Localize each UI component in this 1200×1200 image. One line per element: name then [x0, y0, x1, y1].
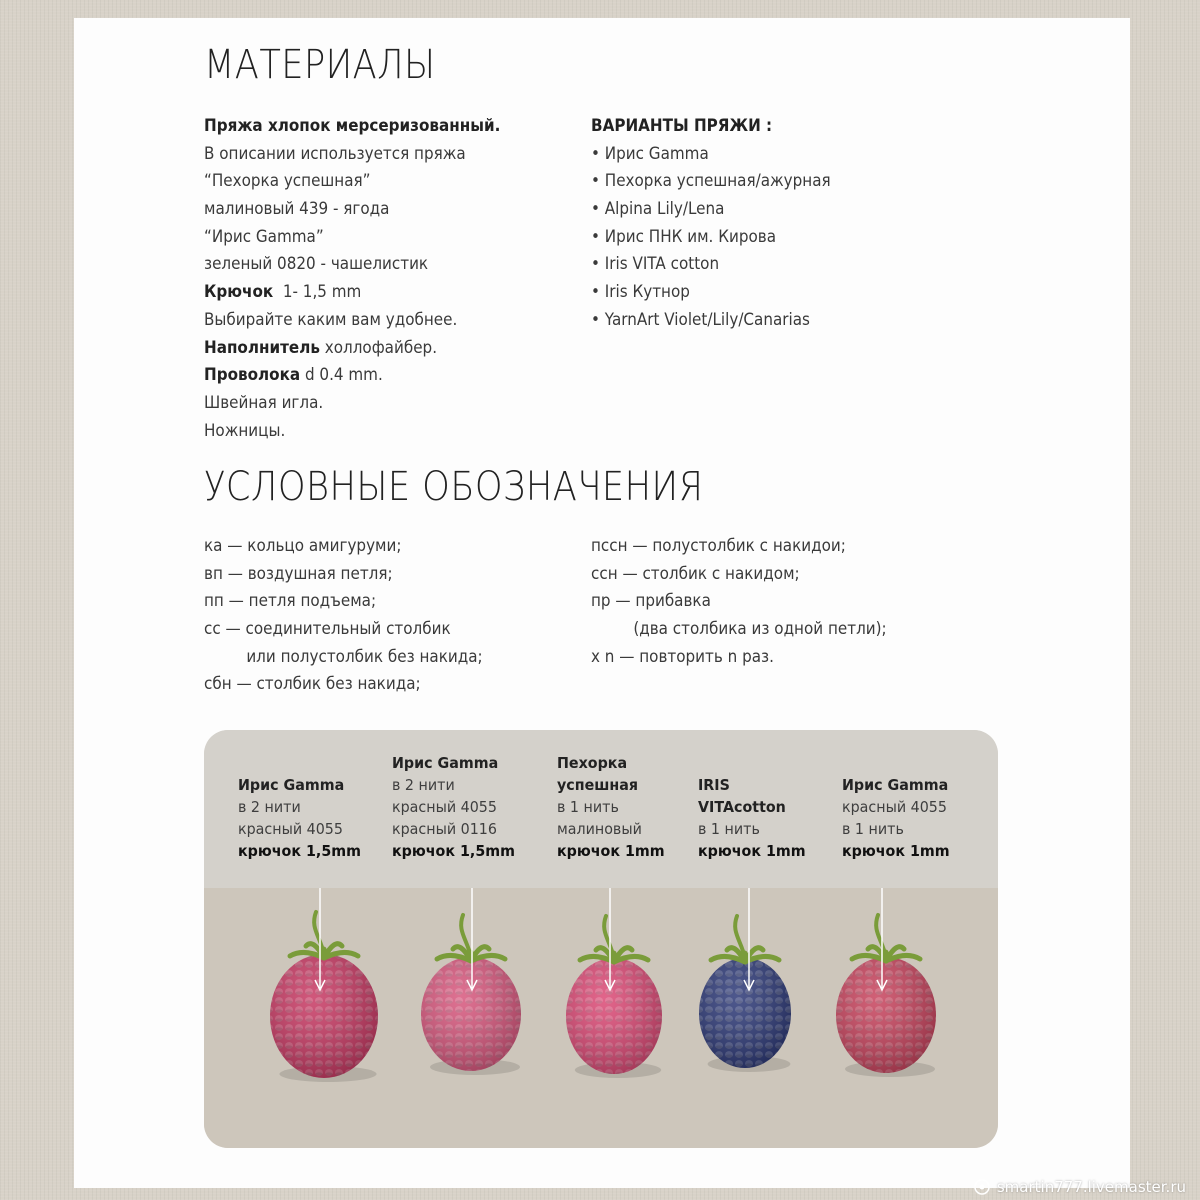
berry-caption-line: в 1 нить: [557, 798, 619, 816]
raspberries-photo: [204, 888, 998, 1148]
legend-left-list: [204, 532, 483, 698]
berry-caption-line: Пехорка: [557, 754, 628, 772]
berry-hook-size: крючок 1mm: [557, 842, 665, 860]
berry-caption-line: в 1 нить: [842, 820, 904, 838]
yarn-variant-item: • Пехорка успешная/ажурная: [591, 171, 831, 191]
legend-item: сс — соединительный столбик: [204, 619, 451, 639]
yarn-variant-item: • Iris Кутнор: [591, 282, 690, 302]
berry-shading: [566, 958, 662, 1074]
legend-heading: УСЛОВНЫЕ ОБОЗНАЧЕНИЯ: [204, 464, 704, 510]
materials-item-label: Пряжа хлопок мерсеризованный.: [204, 116, 501, 135]
berry-caption-line: VITAcotton: [698, 798, 786, 816]
materials-item-text: холлофайбер.: [319, 337, 438, 357]
berry-caption: [842, 774, 950, 862]
legend-item: сбн — столбик без накида;: [204, 674, 421, 694]
berry-caption-line: успешная: [557, 776, 639, 794]
berry-caption-line: красный 0116: [392, 820, 497, 838]
materials-item-label: Крючок: [204, 282, 274, 302]
berry-caption: [698, 774, 806, 862]
yarn-variant-item: • Ирис ПНК им. Кирова: [591, 226, 777, 246]
materials-item-text: Ножницы.: [204, 420, 286, 440]
berry-shading: [699, 958, 791, 1068]
materials-item-text: d 0.4 mm.: [300, 365, 383, 385]
materials-item: [204, 278, 500, 306]
legend-item: вп — воздушная петля;: [204, 563, 393, 583]
materials-item: [204, 140, 500, 168]
berry-shading: [270, 954, 378, 1078]
legend-right-list: [591, 532, 887, 670]
yarn-variant-item: • Alpina Lily/Lena: [591, 199, 725, 219]
materials-item-text: зеленый 0820 - чашелистик: [204, 254, 429, 274]
berry-caption-line: в 1 нить: [698, 820, 760, 838]
materials-item-text: Выбирайте каким вам удобнее.: [204, 309, 458, 329]
materials-item-text: “Пехорка успешная”: [204, 171, 371, 191]
berry-caption-line: Ирис Gamma: [392, 754, 499, 772]
berry-hook-size: крючок 1,5mm: [392, 842, 515, 860]
berry-caption-line: IRIS: [698, 776, 730, 794]
comparison-captions: [204, 730, 998, 888]
legend-item: x n — повторить n раз.: [591, 646, 774, 666]
materials-item-label: Наполнитель: [204, 337, 320, 357]
materials-item: [204, 223, 500, 251]
materials-item: [204, 112, 500, 140]
berry-caption-line: красный 4055: [392, 798, 497, 816]
berry-shading: [421, 957, 521, 1071]
berry-hook-size: крючок 1mm: [698, 842, 806, 860]
legend-item: пссн — полустолбик с накидои;: [591, 536, 846, 555]
flower-logo-icon: [973, 1178, 991, 1196]
legend-item: ссн — столбик с накидом;: [591, 563, 800, 583]
yarn-variants-list: [591, 112, 831, 334]
materials-item: [204, 334, 500, 362]
watermark-text: smartin777.livemaster.ru: [996, 1178, 1186, 1196]
materials-heading: МАТЕРИАЛЫ: [204, 42, 436, 88]
yarn-comparison-panel: [204, 730, 998, 1148]
berry-shading: [836, 957, 936, 1073]
yarn-variant-item: • YarnArt Violet/Lily/Canarias: [591, 309, 810, 329]
berry-hook-size: крючок 1mm: [842, 842, 950, 860]
materials-item-text: 1- 1,5 mm: [273, 282, 362, 302]
materials-item: [204, 389, 500, 417]
materials-item: [204, 195, 500, 223]
berry-caption: [392, 752, 515, 862]
berry-caption-line: в 2 нити: [238, 798, 301, 816]
materials-item: [204, 361, 500, 389]
materials-item-label: Проволока: [204, 365, 301, 385]
berry-caption-line: малиновый: [557, 820, 642, 838]
legend-item: пр — прибавка: [591, 591, 711, 611]
berry-caption-line: красный 4055: [842, 798, 947, 816]
legend-item: или полустолбик без накида;: [246, 646, 483, 666]
legend-item: ка — кольцо амигуруми;: [204, 536, 402, 555]
berry-caption-line: Ирис Gamma: [238, 776, 345, 794]
berry-caption-line: в 2 нити: [392, 776, 455, 794]
yarn-variants-title: ВАРИАНТЫ ПРЯЖИ :: [591, 116, 773, 135]
berry-caption: [557, 752, 665, 862]
materials-item: [204, 167, 500, 195]
materials-item: [204, 417, 500, 445]
berry-caption: [238, 774, 361, 862]
materials-item-text: В описании используется пряжа: [204, 143, 466, 163]
pattern-page: [74, 18, 1130, 1188]
berry-caption-line: красный 4055: [238, 820, 343, 838]
materials-item: [204, 250, 500, 278]
yarn-variant-item: • Iris VITA cotton: [591, 254, 720, 274]
legend-item: (два столбика из одной петли);: [633, 619, 887, 639]
materials-item-text: “Ирис Gamma”: [204, 226, 324, 246]
materials-list: [204, 112, 500, 444]
materials-item: [204, 306, 500, 334]
watermark: [973, 1178, 1186, 1196]
materials-item-text: малиновый 439 - ягода: [204, 199, 390, 219]
yarn-variant-item: • Ирис Gamma: [591, 143, 709, 163]
materials-item-text: Швейная игла.: [204, 392, 324, 412]
berry-hook-size: крючок 1,5mm: [238, 842, 361, 860]
berry-caption-line: Ирис Gamma: [842, 776, 949, 794]
legend-item: пп — петля подъема;: [204, 591, 377, 611]
